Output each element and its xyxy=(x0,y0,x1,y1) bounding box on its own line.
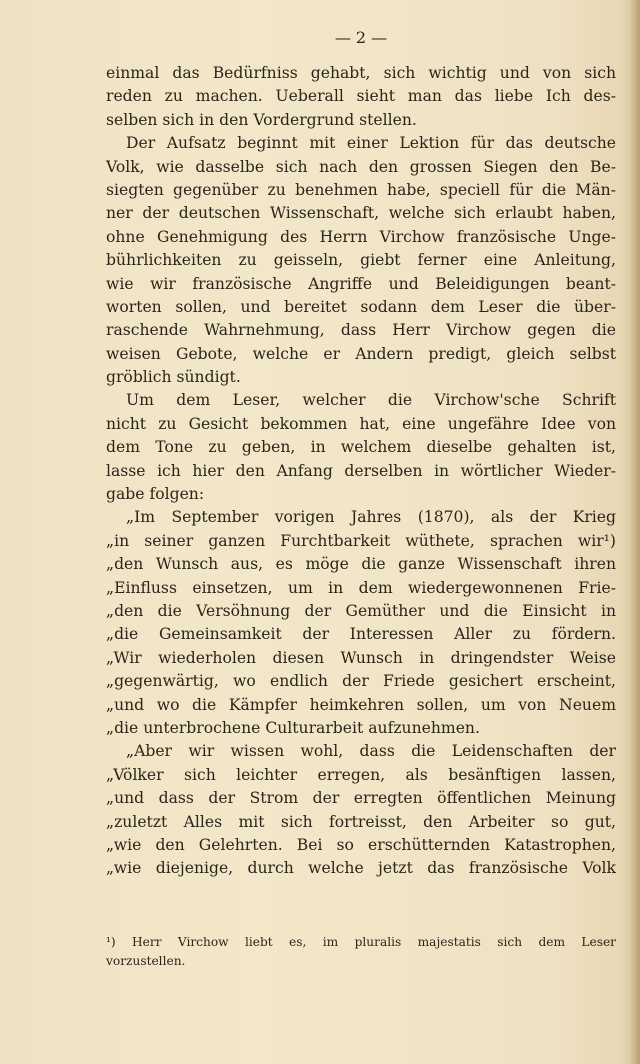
text-line: „den Wunsch aus, es möge die ganze Wissenschaft ihren xyxy=(106,555,616,574)
text-line: Der Aufsatz beginnt mit einer Lektion für das deutsche xyxy=(126,134,616,153)
text-line: dem Tone zu geben, in welchem dieselbe gehalten ist, xyxy=(106,438,616,457)
text-line: „Im September vorigen Jahres (1870), als der Krieg xyxy=(126,508,616,527)
text-line: selben sich in den Vordergrund stellen. xyxy=(106,110,417,129)
text-line: bührlichkeiten zu geisseln, giebt ferner eine Anleitung, xyxy=(106,251,616,270)
text-line: Um dem Leser, welcher die Virchow'sche Schrift xyxy=(126,391,616,410)
text-line: wie wir französische Angriffe und Beleidigungen beant- xyxy=(106,274,616,293)
text-line: reden zu machen. Ueberall sieht man das liebe Ich des- xyxy=(106,87,616,106)
text-line: siegten gegenüber zu benehmen habe, speciell für die Män- xyxy=(106,180,616,199)
text-line: „Völker sich leichter erregen, als besänftigen lassen, xyxy=(106,765,616,784)
text-line: worten sollen, und bereitet sodann dem Leser die über- xyxy=(106,297,616,316)
text-line: „Einfluss einsetzen, um in dem wiedergewonnenen Frie- xyxy=(106,578,616,597)
body-text xyxy=(106,62,616,881)
text-line: gröblich sündigt. xyxy=(106,368,241,387)
footnote-line: ¹) Herr Virchow liebt es, im pluralis majestatis sich dem Leser xyxy=(106,934,616,949)
text-line: weisen Gebote, welche er Andern predigt, gleich selbst xyxy=(106,344,616,363)
text-line: „in seiner ganzen Furchtbarkeit wüthete, sprachen wir¹) xyxy=(106,531,616,550)
text-line: „und dass der Strom der erregten öffentlichen Meinung xyxy=(106,789,616,808)
text-line: „die unterbrochene Culturarbeit aufzunehmen. xyxy=(106,718,480,737)
page-text-block xyxy=(106,24,616,971)
text-line: nicht zu Gesicht bekommen hat, eine ungefähre Idee von xyxy=(106,414,616,433)
text-line: „den die Versöhnung der Gemüther und die Einsicht in xyxy=(106,601,616,620)
text-line: „die Gemeinsamkeit der Interessen Aller zu fördern. xyxy=(106,625,616,644)
text-line: Volk, wie dasselbe sich nach den grossen Siegen den Be- xyxy=(106,157,616,176)
text-line: „und wo die Kämpfer heimkehren sollen, um von Neuem xyxy=(106,695,616,714)
text-line: ner der deutschen Wissenschaft, welche sich erlaubt haben, xyxy=(106,204,616,223)
page-number: — 2 — xyxy=(334,28,388,47)
text-line: „Aber wir wissen wohl, dass die Leidenschaften der xyxy=(126,742,616,761)
text-line: raschende Wahrnehmung, dass Herr Virchow gegen die xyxy=(106,321,616,340)
footnote-line: vorzustellen. xyxy=(106,953,186,968)
page-edge-shadow xyxy=(630,0,640,1064)
text-line: „gegenwärtig, wo endlich der Friede gesichert erscheint, xyxy=(106,672,616,691)
text-line: einmal das Bedürfniss gehabt, sich wichtig und von sich xyxy=(106,64,616,82)
text-line: gabe folgen: xyxy=(106,485,205,504)
text-line: „zuletzt Alles mit sich fortreisst, den Arbeiter so gut, xyxy=(106,812,616,831)
footnote-block xyxy=(106,933,616,971)
text-line: „Wir wiederholen diesen Wunsch in dringendster Weise xyxy=(106,648,616,667)
text-line: „wie den Gelehrten. Bei so erschütternden Katastrophen, xyxy=(106,835,616,854)
text-line: ohne Genehmigung des Herrn Virchow französische Unge- xyxy=(106,227,616,246)
text-line: „wie diejenige, durch welche jetzt das französische Volk xyxy=(106,859,616,878)
text-line: lasse ich hier den Anfang derselben in wörtlicher Wieder- xyxy=(106,461,616,480)
